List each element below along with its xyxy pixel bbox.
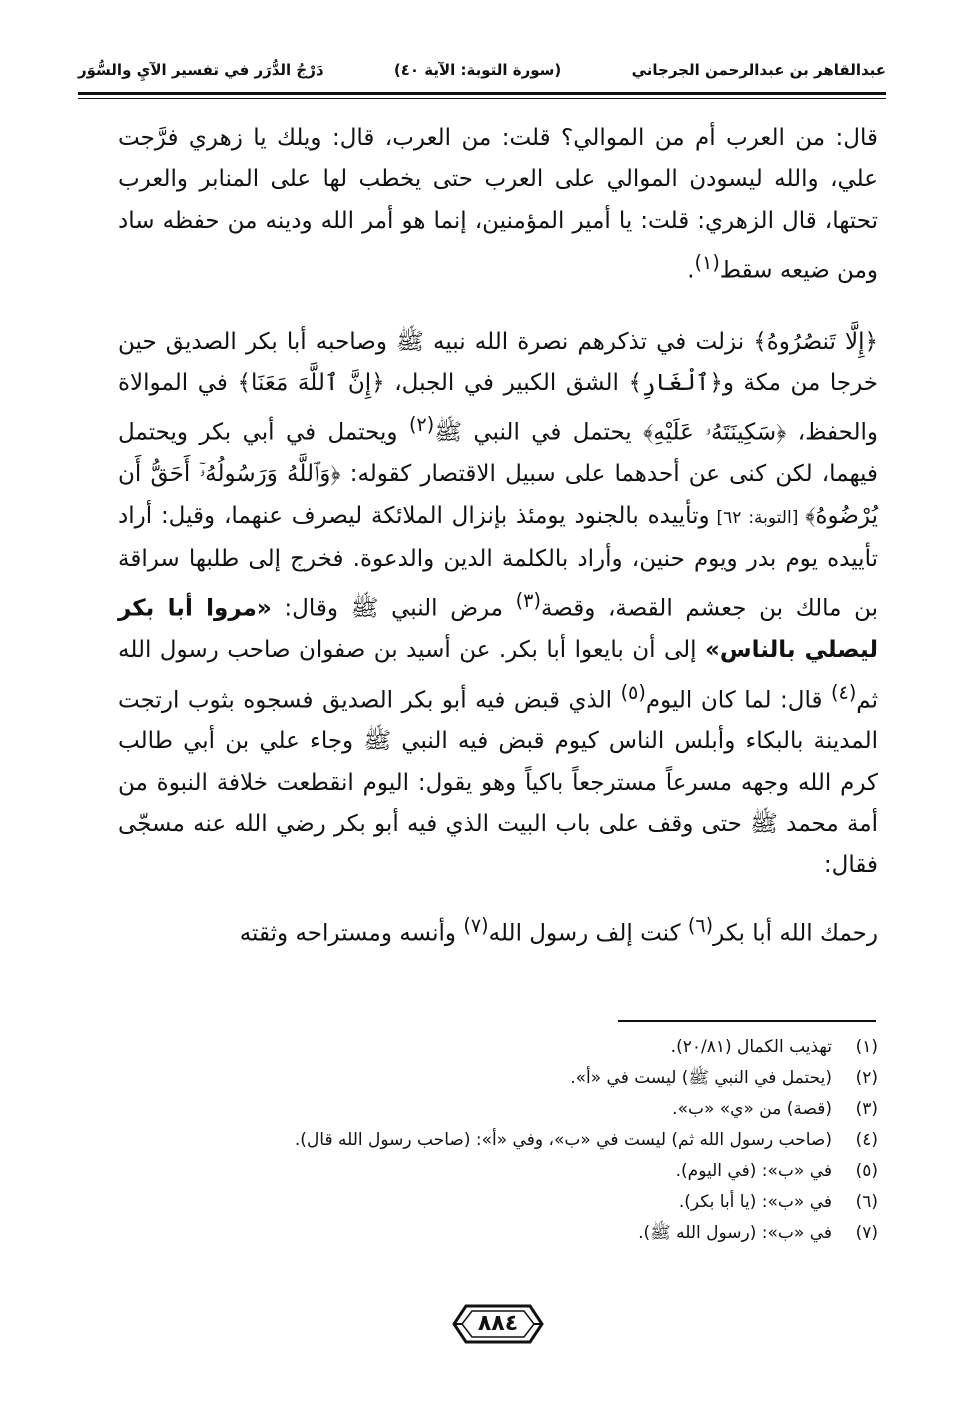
text-segment: وتأييده بالجنود يومئذ بإنزال الملائكة ليصرف عنهما، وقيل: أراد تأييده يوم بدر ويوم حنين، وأراد بالكلمة الدين والدعوة. فخرج إلى طلبها سراقة بن مالك بن جعشم القصة، وقصة	[118, 502, 878, 622]
footnote-text: في «ب»: (رسول الله ﷺ).	[638, 1223, 832, 1243]
footnote-ref-7: (٧)	[463, 913, 489, 937]
header-section: (سورة التوبة: الآية ٤٠)	[393, 61, 562, 79]
quran-quote: ﴿إِنَّ ٱللَّهَ مَعَنَا﴾	[237, 370, 385, 397]
footnote-number: (٢)	[855, 1068, 878, 1088]
footnote-item	[150, 1063, 878, 1094]
text-segment: قال: لما كان اليوم	[645, 687, 832, 714]
footnote-item	[150, 1156, 878, 1187]
header-rule-thin	[78, 98, 886, 99]
text-segment: وأنسه ومستراحه وثقته	[239, 920, 464, 947]
footnotes-list	[150, 1032, 878, 1249]
text-segment: في الموالاة والحفظ،	[118, 370, 878, 447]
text-segment: الشق الكبير في الجبل،	[384, 370, 629, 397]
text-segment: الذي قبض فيه أبو بكر الصديق فسجوه بثوب ارتجت المدينة بالبكاء وأبلس الناس كيوم قبض فيه النبي ﷺ وجاء علي بن أبي طالب كرم الله وجهه مسرعاً مسترجعاً باكياً وهو يقول: اليوم انقطعت خلافة النبوة من أمة محمد ﷺ حتى وقف على باب البيت الذي فيه أبو بكر رضي الله عنه مسجّى فقال:	[118, 687, 878, 879]
footnote-ref-2: (٢)	[408, 413, 435, 437]
footnote-number: (٧)	[855, 1223, 878, 1243]
footnote-text: (يحتمل في النبي ﷺ) ليست في «أ».	[570, 1068, 832, 1088]
hadith-quote: «مروا أبا بكر ليصلي بالناس»	[118, 595, 878, 664]
main-text	[118, 118, 878, 955]
footnote-number: (٤)	[855, 1130, 878, 1150]
header-rule	[78, 92, 886, 95]
text-segment: إلى أن بايعوا أبا بكر. عن أسيد بن صفوان صاحب رسول الله ثم	[118, 637, 879, 714]
paragraph-1	[118, 118, 878, 292]
text-segment: مرض النبي ﷺ وقال:	[271, 595, 516, 622]
footnote-text: (قصة) من «ي» «ب».	[672, 1099, 832, 1119]
quran-quote: ﴿ٱلْغَارِ﴾	[628, 370, 723, 397]
footnote-number: (١)	[855, 1037, 878, 1057]
footnote-number: (٦)	[855, 1192, 878, 1212]
period: .	[687, 257, 695, 284]
footnote-ref-1: (١)	[694, 250, 720, 274]
footnote-ref-3: (٣)	[515, 589, 541, 613]
running-header	[78, 52, 886, 88]
quran-quote: ﴿وَٱللَّهُ وَرَسُولُهُۥٓ أَحَقُّ أَن يُرْضُوهُ﴾	[118, 461, 878, 529]
text-segment: كنت إلف رسول الله	[488, 920, 688, 947]
paragraph-3	[118, 905, 878, 955]
quran-quote: ﴿إِلَّا تَنصُرُوهُ﴾	[753, 328, 878, 355]
header-author: عبدالقاهر بن عبدالرحمن الجرجاني	[631, 61, 886, 79]
footnote-separator	[618, 1020, 876, 1022]
footnote-number: (٥)	[855, 1161, 878, 1181]
footnote-ref-5: (٥)	[620, 680, 646, 704]
footnote-text: تهذيب الكمال (٢٠/٨١).	[670, 1037, 832, 1057]
footnote-item	[150, 1032, 878, 1063]
verse-reference: [التوبة: ٦٢]	[709, 507, 806, 528]
paragraph-2	[118, 322, 878, 887]
text-segment: يحتمل في النبي ﷺ	[434, 420, 644, 447]
footnote-item	[150, 1187, 878, 1218]
paragraph-gap	[118, 887, 878, 905]
footnote-text: في «ب»: (في اليوم).	[675, 1161, 832, 1181]
text-segment: رحمك الله أبا بكر	[713, 920, 878, 947]
header-book-title: دَرْجُ الدُّرَر في تفسير الآيِ والسُّوَر	[78, 61, 324, 79]
footnote-text: (صاحب رسول الله ثم) ليست في «ب»، وفي «أ»: (صاحب رسول الله قال).	[294, 1130, 832, 1150]
paragraph-1-text: قال: من العرب أم من الموالي؟ قلت: من العرب، قال: ويلك يا زهري فرَّجت علي، والله ليسودن الموالي على العرب حتى يخطب لها على المنابر والعرب تحتها، قال الزهري: قلت: يا أمير المؤمنين، إنما هو أمر الله ودينه من حفظه ساد ومن ضيعه سقط	[118, 125, 878, 284]
page-number: ٨٨٤	[477, 1311, 519, 1336]
quran-quote: ﴿سَكِينَتَهُۥ عَلَيْهِ﴾	[643, 420, 787, 447]
page-number-badge	[452, 1302, 544, 1346]
footnote-ref-4: (٤)	[831, 680, 857, 704]
paragraph-gap	[118, 292, 878, 322]
footnote-ref-6: (٦)	[687, 913, 714, 937]
text-segment: ويحتمل في أبي بكر ويحتمل فيهما، لكن كنى عن أحدهما على سبيل الاقتصار كقوله:	[118, 420, 878, 488]
footnote-item	[150, 1125, 878, 1156]
footnote-number: (٣)	[855, 1099, 878, 1119]
footnote-item	[150, 1094, 878, 1125]
text-segment: نزلت في تذكرهم نصرة الله نبيه ﷺ وصاحبه أبا بكر الصديق حين خرجا من مكة و	[118, 328, 879, 397]
footnote-item	[150, 1218, 878, 1249]
footnote-text: في «ب»: (يا أبا بكر).	[678, 1192, 832, 1212]
